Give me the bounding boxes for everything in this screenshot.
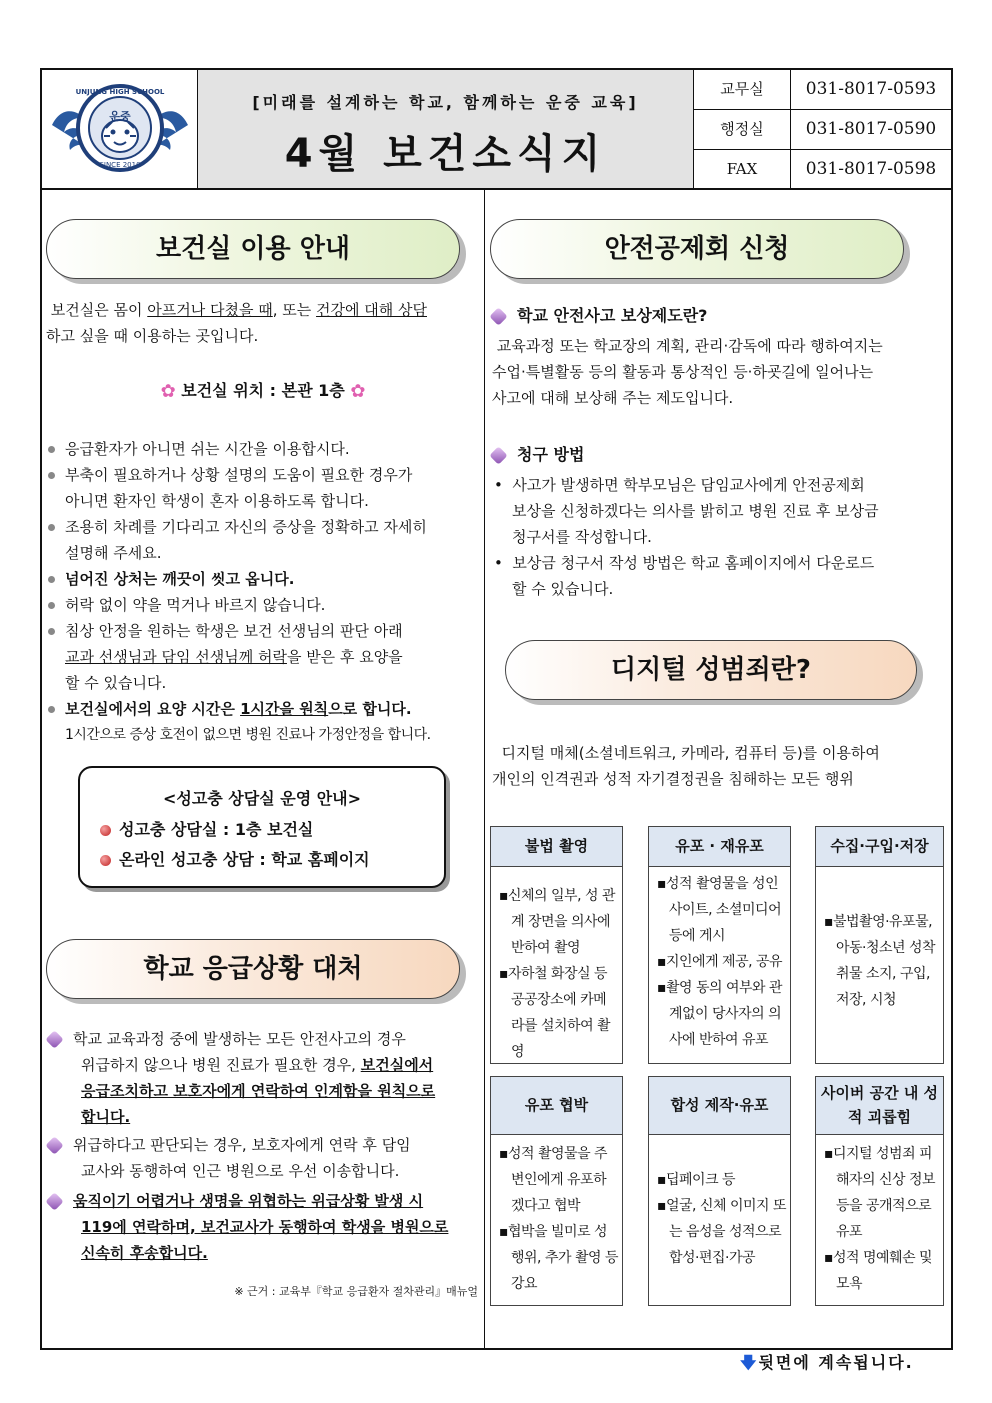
intro-text: 하고 싶을 때 이용하는 곳입니다. (46, 327, 259, 345)
continued-note: 🡇뒷면에 계속됩니다. (740, 1353, 914, 1372)
intro-text: 보건실은 몸이 (50, 301, 148, 319)
school-logo-cell (42, 70, 198, 188)
list-item: 위급하다고 판단되는 경우, 보호자에게 연락 후 담임 (48, 1132, 480, 1158)
list-item-cont: 설명해 주세요. (65, 544, 162, 562)
counsel-box (78, 766, 446, 888)
list-item: 부축이 필요하거나 상황 설명의 도움이 필요한 경우가 (48, 462, 480, 488)
list-item: ▪지인에게 제공, 공유 (657, 954, 783, 970)
bullet-icon (48, 446, 55, 453)
crime-type-items (824, 1141, 940, 1297)
list-item: 조용히 차례를 기다리고 자신의 증상을 정확하고 자세히 (48, 514, 480, 540)
claim-method-title: 청구 방법 (492, 442, 584, 468)
health-room-rules (48, 436, 480, 748)
list-item-cont: 신속히 후송합니다. (81, 1244, 208, 1262)
contact-row (694, 150, 951, 190)
list-item-cont: 할 수 있습니다. (512, 580, 614, 598)
list-item-cont: 할 수 있습니다. (65, 674, 167, 692)
location-text: 보건실 위치 : 본관 1층 (181, 381, 345, 400)
crime-type-box (648, 1076, 791, 1306)
list-item-cont: 교과 선생님과 담임 선생님께 허락을 받은 후 요양을 (65, 648, 403, 666)
crime-type-box (815, 826, 944, 1064)
crime-type-box (648, 826, 791, 1064)
contact-table (694, 70, 951, 188)
health-room-heading: 보건실 이용 안내 (46, 219, 460, 279)
crime-type-box (815, 1076, 944, 1306)
contact-number: 031-8017-0593 (805, 79, 937, 99)
flower-icon: ✿ (350, 380, 366, 402)
crime-type-title: 유포 · 재유포 (649, 827, 790, 867)
list-item: 보건실에서의 요양 시간은 1시간을 원칙으로 합니다. (48, 696, 480, 722)
list-item: ▪성적 촬영물을 주변인에게 유포하겠다고 협박 (499, 1146, 608, 1214)
bullet-icon (48, 706, 55, 713)
gem-bullet-icon (45, 1030, 63, 1048)
contact-label: 교무실 (694, 70, 791, 109)
gem-bullet-icon (489, 446, 507, 464)
crime-type-items (657, 871, 787, 1053)
column-divider (484, 188, 485, 1350)
list-item: 응급환자가 아니면 쉬는 시간을 이용합시다. (48, 436, 480, 462)
list-item-cont: 보상을 신청하겠다는 의사를 밝히고 병원 진료 후 보상금 (512, 502, 879, 520)
list-item-cont: 아니면 환자인 학생이 혼자 이용하도록 합니다. (65, 492, 369, 510)
crime-type-title: 불법 촬영 (491, 827, 622, 867)
list-item: 침상 안정을 원하는 학생은 보건 선생님의 판단 아래 (48, 618, 480, 644)
list-item: 학교 교육과정 중에 발생하는 모든 안전사고의 경우 (48, 1026, 480, 1052)
list-item: ▪협박을 빌미로 성행위, 추가 촬영 등 강요 (499, 1224, 618, 1292)
list-item: 허락 없이 약을 먹거나 바르지 않습니다. (48, 592, 480, 618)
counsel-item: 성고충 상담실 : 1층 보건실 (100, 817, 313, 840)
arrow-down-icon: 🡇 (740, 1353, 759, 1372)
crime-type-items (499, 883, 619, 1065)
crime-type-box (490, 826, 623, 1064)
list-item-cont: 합니다. (81, 1108, 131, 1126)
list-item-cont: 위급하지 않으나 병원 진료가 필요한 경우, 보건실에서 (81, 1056, 434, 1074)
emergency-source: ※ 근거 : 교육부『학교 응급환자 절차관리』매뉴얼 (234, 1285, 478, 1298)
list-item: ▪자하철 화장실 등 공공장소에 카메라를 설치하여 촬영 (499, 966, 611, 1060)
contact-number: 031-8017-0590 (805, 119, 937, 139)
crime-type-box (490, 1076, 623, 1306)
list-item-cont: 1시간으로 증상 호전이 없으면 병원 진료나 가정안정을 합니다. (65, 727, 431, 743)
intro-underline: 아프거나 다쳤을 때 (147, 301, 273, 319)
bullet-icon (48, 524, 55, 531)
health-room-intro (46, 297, 480, 349)
list-item: 넘어진 상처는 깨끗이 씻고 옵니다. (48, 566, 480, 592)
list-item-cont: 청구서를 작성합니다. (512, 528, 652, 546)
gem-bullet-icon (45, 1192, 63, 1210)
list-item-cont: 응급조치하고 보호자에게 연락하여 인계함을 원칙으로 (81, 1082, 436, 1100)
red-bullet-icon (100, 855, 111, 866)
emergency-list (48, 1026, 480, 1266)
list-item: • 보상금 청구서 작성 방법은 학교 홈페이지에서 다운로드 (494, 554, 875, 572)
contact-number: 031-8017-0598 (805, 159, 937, 179)
list-item: ▪불법촬영·유포물, 아동·청소년 성착취물 소지, 구입, 저장, 시청 (824, 914, 936, 1008)
contact-row (694, 110, 951, 150)
crime-type-title: 합성 제작·유포 (649, 1077, 790, 1135)
bullet-icon (48, 576, 55, 583)
logo-school-name: 운중 (109, 110, 131, 123)
intro-text: , 또는 (272, 301, 317, 319)
crime-type-items (499, 1141, 619, 1297)
crime-type-items (657, 1167, 787, 1271)
claim-method-list (494, 472, 950, 602)
list-item: ▪얼굴, 신체 이미지 또는 음성을 성적으로 합성·편집·가공 (657, 1198, 786, 1266)
emergency-heading: 학교 응급상황 대처 (46, 939, 460, 999)
list-item: ▪성적 촬영물을 성인 사이트, 소셜미디어 등에 게시 (657, 876, 782, 944)
list-item-cont: 교사와 동행하여 인근 병원으로 우선 이송합니다. (81, 1162, 400, 1180)
crime-type-title: 유포 협박 (491, 1077, 622, 1135)
page-title: 4월 보건소식지 (284, 131, 607, 177)
list-item: 움직이기 어렵거나 생명을 위협하는 위급상황 발생 시 (48, 1188, 480, 1214)
list-item-cont: 119에 연락하며, 보건교사가 동행하여 학생을 병원으로 (81, 1218, 449, 1236)
insurance-question: 학교 안전사고 보상제도란? (492, 303, 707, 329)
health-room-location (46, 378, 480, 405)
gem-bullet-icon (45, 1136, 63, 1154)
contact-label: 행정실 (694, 110, 791, 149)
red-bullet-icon (100, 825, 111, 836)
bullet-icon (48, 628, 55, 635)
list-item: ▪성적 명예훼손 및 모욕 (824, 1250, 933, 1292)
bullet-icon (48, 602, 55, 609)
list-item: ▪딥페이크 등 (657, 1172, 736, 1188)
insurance-answer: 교육과정 또는 학교장의 계획, 관리·감독에 따라 행하여지는 수업·특별활동 등의 활동과 통상적인 등·하굣길에 일어나는 사고에 대해 보상해 주는 제도입니다. (492, 337, 883, 407)
crime-type-title: 사이버 공간 내 성적 괴롭힘 (816, 1077, 943, 1135)
insurance-heading: 안전공제회 신청 (490, 219, 904, 279)
slogan: [미래를 설계하는 학교, 함께하는 운중 교육] (252, 93, 639, 112)
contact-row (694, 70, 951, 110)
counsel-item: 온라인 성고충 상담 : 학교 홈페이지 (100, 847, 370, 870)
list-item: ▪디지털 성범죄 피해자의 신상 정보 등을 공개적으로 유포 (824, 1146, 936, 1240)
crime-type-items (824, 909, 940, 1013)
digital-crime-heading: 디지털 성범죄란? (505, 640, 917, 700)
crime-type-title: 수집·구입·저장 (816, 827, 943, 867)
logo-top-text: UNJUNG HIGH SCHOOL (75, 88, 165, 96)
list-item: • 사고가 발생하면 학부모님은 담임교사에게 안전공제회 (494, 476, 865, 494)
flower-icon: ✿ (160, 380, 176, 402)
intro-underline: 건강에 대해 상담 (316, 301, 427, 319)
logo-since-text: SINCE 2010 (99, 161, 141, 169)
gem-bullet-icon (489, 307, 507, 325)
title-cell (198, 70, 694, 188)
bullet-icon (48, 472, 55, 479)
digital-crime-definition: 디지털 매체(소셜네트워크, 카메라, 컴퓨터 등)를 이용하여 개인의 인격권과 성적 자기결정권을 침해하는 모든 행위 (492, 744, 880, 788)
list-item: ▪신체의 일부, 성 관계 장면을 의사에 반하여 촬영 (499, 888, 615, 956)
list-item: ▪촬영 동의 여부와 관계없이 당사자의 의사에 반하여 유포 (657, 980, 783, 1048)
counsel-title: <성고충 상담실 운영 안내> (162, 789, 362, 808)
contact-label: FAX (694, 150, 791, 190)
